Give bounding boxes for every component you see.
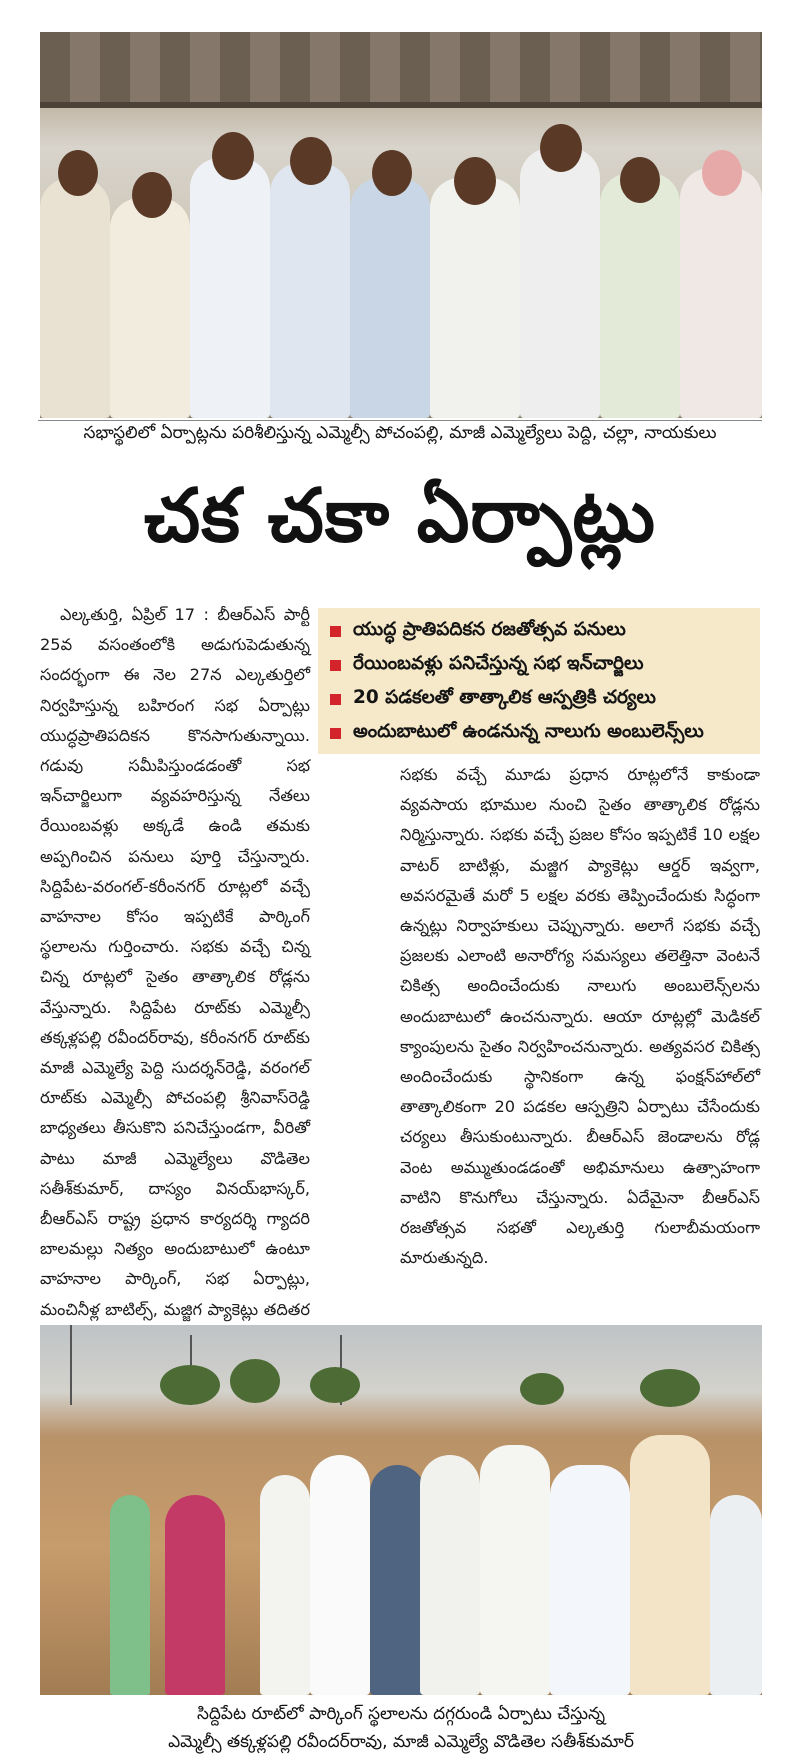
- person-head: [620, 157, 660, 203]
- person-figure: [350, 178, 430, 418]
- person-figure: [165, 1495, 225, 1695]
- person-figure: [310, 1455, 370, 1695]
- person-head: [58, 150, 98, 196]
- person-figure: [420, 1455, 480, 1695]
- person-figure: [260, 1475, 310, 1695]
- top-photo-caption: సభాస్థలిలో ఏర్పాట్లను పరిశీలిస్తున్న ఎమ్మెల్సీ పోచంపల్లి, మాజీ ఎమ్మెల్యేలు పెద్ది, చల్లా, నాయకులు: [83, 423, 717, 443]
- person-head: [290, 137, 332, 185]
- person-head: [540, 124, 582, 172]
- highlight-item: 20 పడకలతో తాత్కాలిక ఆస్పత్రికి చర్యలు: [318, 682, 760, 716]
- person-figure: [430, 178, 520, 418]
- person-figure: [680, 168, 762, 418]
- article-left-column: [40, 600, 385, 1446]
- highlight-item: యుద్ధ ప్రాతిపదికన రజతోత్సవ పనులు: [318, 614, 760, 648]
- person-figure: [480, 1445, 550, 1695]
- person-figure: [270, 163, 350, 418]
- person-figure: [520, 148, 600, 418]
- bottom-news-photo: [40, 1325, 762, 1695]
- divider: [38, 420, 762, 421]
- person-figure: [370, 1465, 425, 1695]
- shed-roof: [40, 32, 762, 108]
- article-text-right: సభకు వచ్చే మూడు ప్రధాన రూట్లలోనే కాకుండా వ్యవసాయ భూముల నుంచి సైతం తాత్కాలిక రోడ్లను నిర్మిస్తున్నారు. సభకు వచ్చే ప్రజల కోసం ఇప్పటికే 10 లక్షల వాటర్ బాటిళ్లు, మజ్జిగ ప్యాకెట్లు ఆర్డర్ ఇవ్వగా, అవసరమైతే మరో 5 లక్షల వరకు తెప్పించేందుకు సిద్ధంగా ఉన్నట్లు నిర్వాహకులు చెప్పున్నారు. అలాగే సభకు వచ్చే ప్రజలకు ఎలాంటి అనారోగ్య సమస్యలు తలెత్తినా వెంటనే చికిత్స అందించేందుకు నాలుగు అంబులెన్స్‌లను అందుబాటులో ఉంచనున్నారు. ఆయా రూట్లల్లో మెడికల్ క్యాంపులను సైతం నిర్వహించనున్నారు. అత్యవసర చికిత్స అందించేందుకు స్థానికంగా ఉన్న ఫంక్షన్‌హాల్‌లో తాత్కాలికంగా 20 పడకల ఆస్పత్రిని ఏర్పాటు చేసేందుకు చర్యలు తీసుకుంటున్నారు. బీఆర్‌ఎస్ జెండాలను రోడ్ల వెంట అమ్ముతుండడంతో అభిమానులు ఉత్సాహంగా వాటిని కొనుగోలు చేస్తున్నారు. ఏదేమైనా బీఆర్‌ఎస్ రజతోత్సవ సభతో ఎల్కతుర్తి గులాబీమయంగా మారుతున్నది.: [400, 765, 760, 1268]
- highlight-item: రేయింబవళ్లు పనిచేస్తున్న సభ ఇన్‌చార్జిలు: [318, 648, 760, 682]
- person-figure: [600, 173, 680, 418]
- person-figure: [110, 1495, 150, 1695]
- article-right-column: [400, 760, 760, 1273]
- tree: [310, 1367, 360, 1403]
- person-head: [372, 150, 412, 196]
- tree: [640, 1369, 700, 1407]
- highlight-item: అందుబాటులో ఉండనున్న నాలుగు అంబులెన్స్‌లు: [318, 716, 760, 750]
- bottom-photo-caption: సిద్దిపేట రూట్‌లో పార్కింగ్ స్థలాలను దగ్గరుండి ఏర్పాటు చేస్తున్న ఎమ్మెల్సీ తక్కళ్లపల్లి రవీందర్‌రావు, మాజీ ఎమ్మెల్యే వొడితెల సతీశ్‌కుమార్: [168, 1704, 634, 1752]
- article-text-left: ఎల్కతుర్తి, ఏప్రిల్ 17 : బీఆర్‌ఎస్ పార్టీ 25వ వసంతంలోకి అడుగుపెడుతున్న సందర్భంగా ఈ నెల 27న ఎల్కతుర్తిలో నిర్వహిస్తున్న బహిరంగ సభ ఏర్పాట్లు యుద్ధప్రాతిపదికన కొనసాగుతున్నాయి. గడువు సమీపిస్తుండడంతో సభ ఇన్‌చార్జిలుగా వ్యవహరిస్తున్న నేతలు రేయింబవళ్లు అక్కడే ఉండి తమకు అప్పగించిన పనులు పూర్తి చేస్తున్నారు. సిద్దిపేట-వరంగల్-కరీంనగర్ రూట్లలో వచ్చే వాహనాల కోసం ఇప్పటికే పార్కింగ్ స్థలాలను గుర్తించారు. సభకు వచ్చే చిన్న చిన్న రూట్లలో సైతం తాత్కాలిక రోడ్లను వేస్తున్నారు. సిద్దిపేట రూట్‌కు ఎమ్మెల్సీ తక్కళ్లపల్లి రవీందర్‌రావు, కరీంనగర్ రూట్‌కు మాజీ ఎమ్మెల్యే పెద్ది సుదర్శన్‌రెడ్డి, వరంగల్ రూట్‌కు ఎమ్మెల్సీ పోచంపల్లి శ్రీనివాస్‌రెడ్డి బాధ్యతలు తీసుకొని పనిచేస్తుండగా, వీరితో పాటు మాజీ ఎమ్మెల్యేలు వొడితెల సతీశ్‌కుమార్, దాస్యం వినయ్‌భాస్కర్, బీఆర్‌ఎస్ రాష్ట్ర ప్రధాన కార్యదర్శి గ్యాదరి బాలమల్లు నిత్యం అందుబాటులో ఉంటూ వాహనాల పార్కింగ్, సభ ఏర్పాట్లు, మంచినీళ్ల బాటిల్స్, మజ్జిగ ప్యాకెట్లు తదితర: [40, 605, 310, 1319]
- person-figure: [110, 198, 190, 418]
- person-figure: [550, 1465, 630, 1695]
- person-head: [212, 132, 254, 180]
- tree: [520, 1373, 564, 1405]
- person-figure: [190, 158, 270, 418]
- person-head: [702, 150, 742, 196]
- person-figure: [630, 1435, 710, 1695]
- tree: [230, 1359, 280, 1403]
- person-figure: [40, 178, 110, 418]
- person-head: [132, 172, 172, 218]
- power-pole: [70, 1325, 72, 1405]
- tree: [160, 1365, 220, 1405]
- person-head: [454, 157, 496, 205]
- person-figure: [710, 1495, 762, 1695]
- headline: చక చకా ఏర్పాట్లు: [144, 473, 656, 559]
- top-news-photo: [40, 32, 762, 418]
